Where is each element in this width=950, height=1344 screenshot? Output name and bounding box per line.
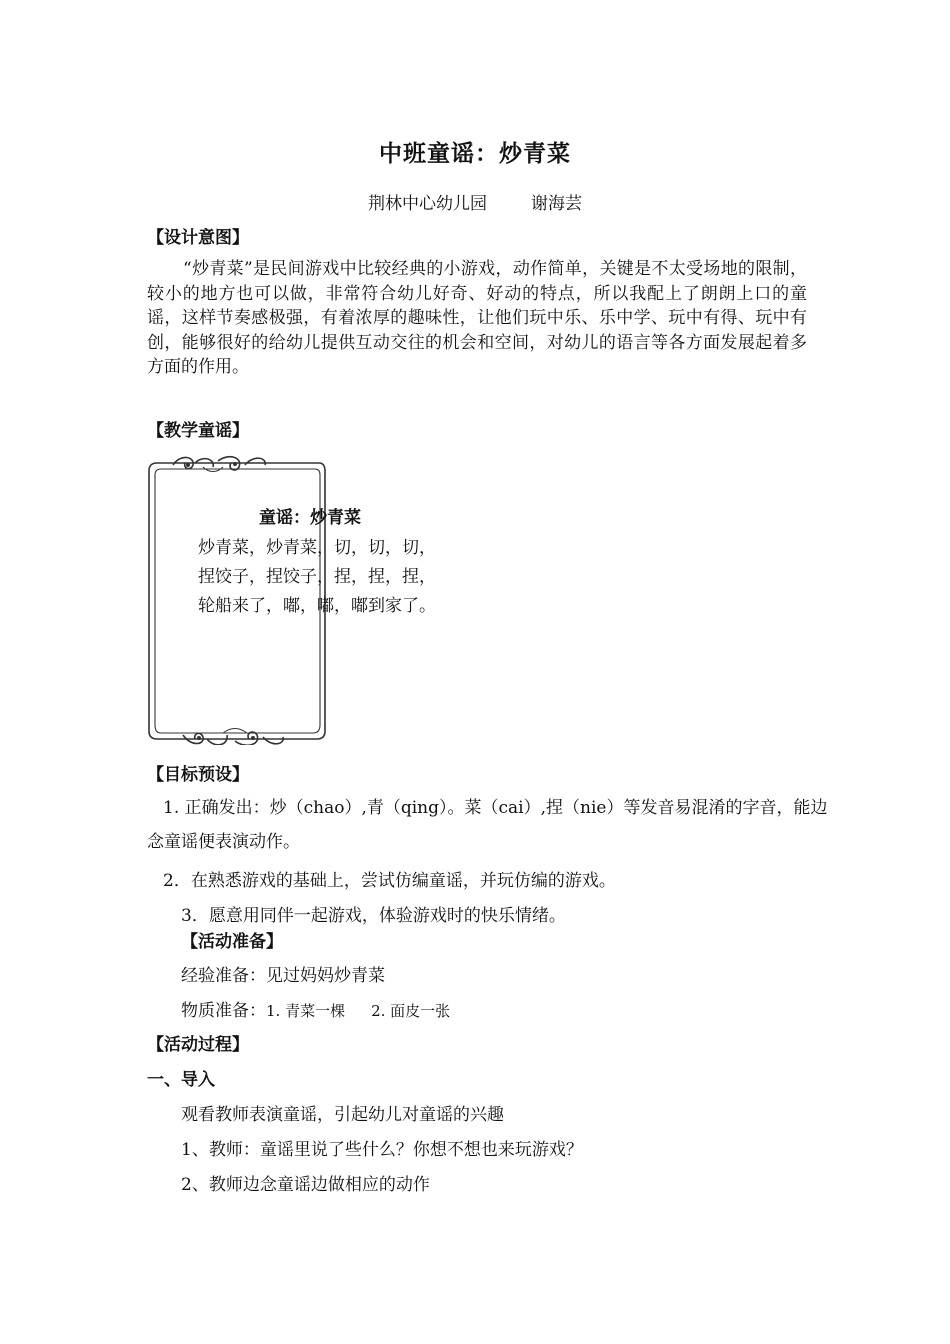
design-intent-heading: 【设计意图】 <box>147 228 249 248</box>
goal-1-line-1: 1. 正确发出：炒（chao）,青（qing）。菜（cai）,捏（nie）等发音易混淆的字音，能边 <box>163 798 828 818</box>
author-line <box>0 189 950 214</box>
design-intent-text: “炒青菜”是民间游戏中比较经典的小游戏，动作简单，关键是不太受场地的限制，较小的地方也可以做，非常符合幼儿好奇、好动的特点，所以我配上了朗朗上口的童谣，这样节奏感极强，有着浓厚的趣味性，让他们玩中乐、乐中学、玩中有得、玩中有创，能够很好的给幼儿提供互动交往的机会和空间，对幼儿的语言等各方面发展起着多方面的作用。 <box>147 259 807 377</box>
rhyme-line-3: 轮船来了，嘟，嘟，嘟到家了。 <box>198 596 436 616</box>
goals-heading: 【目标预设】 <box>147 765 249 785</box>
goal-1-line-2: 念童谣便表演动作。 <box>147 832 300 852</box>
teaching-rhyme-heading: 【教学童谣】 <box>147 421 249 441</box>
material-preparation <box>181 996 450 1021</box>
material-label: 物质准备： <box>181 1001 266 1021</box>
rhyme-line-2: 捏饺子，捏饺子，捏，捏，捏， <box>198 567 436 587</box>
preparation-heading: 【活动准备】 <box>181 932 283 952</box>
design-intent-paragraph <box>147 257 807 380</box>
experience-preparation: 经验准备：见过妈妈炒青菜 <box>181 966 385 986</box>
step-1-question-2: 2、教师边念童谣边做相应的动作 <box>181 1175 430 1195</box>
step-1-question-1: 1、教师：童谣里说了些什么？你想不想也来玩游戏？ <box>181 1140 583 1160</box>
school-name: 荆林中心幼儿园 <box>368 194 487 214</box>
process-heading: 【活动过程】 <box>147 1035 249 1055</box>
goal-3: 3．愿意用同伴一起游戏，体验游戏时的快乐情绪。 <box>181 906 566 926</box>
rhyme-title: 童谣：炒青菜 <box>259 508 361 528</box>
material-item-1: 1. 青菜一棵 <box>266 1002 346 1020</box>
document-title: 中班童谣：炒青菜 <box>379 141 571 167</box>
material-item-2: 2. 面皮一张 <box>371 1002 451 1020</box>
step-1-intro: 观看教师表演童谣，引起幼儿对童谣的兴趣 <box>181 1105 504 1125</box>
step-1-heading: 一、导入 <box>147 1070 215 1090</box>
rhyme-line-1: 炒青菜，炒青菜，切，切，切， <box>198 538 436 558</box>
teacher-name: 谢海芸 <box>531 194 582 214</box>
goal-2: 2．在熟悉游戏的基础上，尝试仿编童谣，并玩仿编的游戏。 <box>163 871 616 891</box>
